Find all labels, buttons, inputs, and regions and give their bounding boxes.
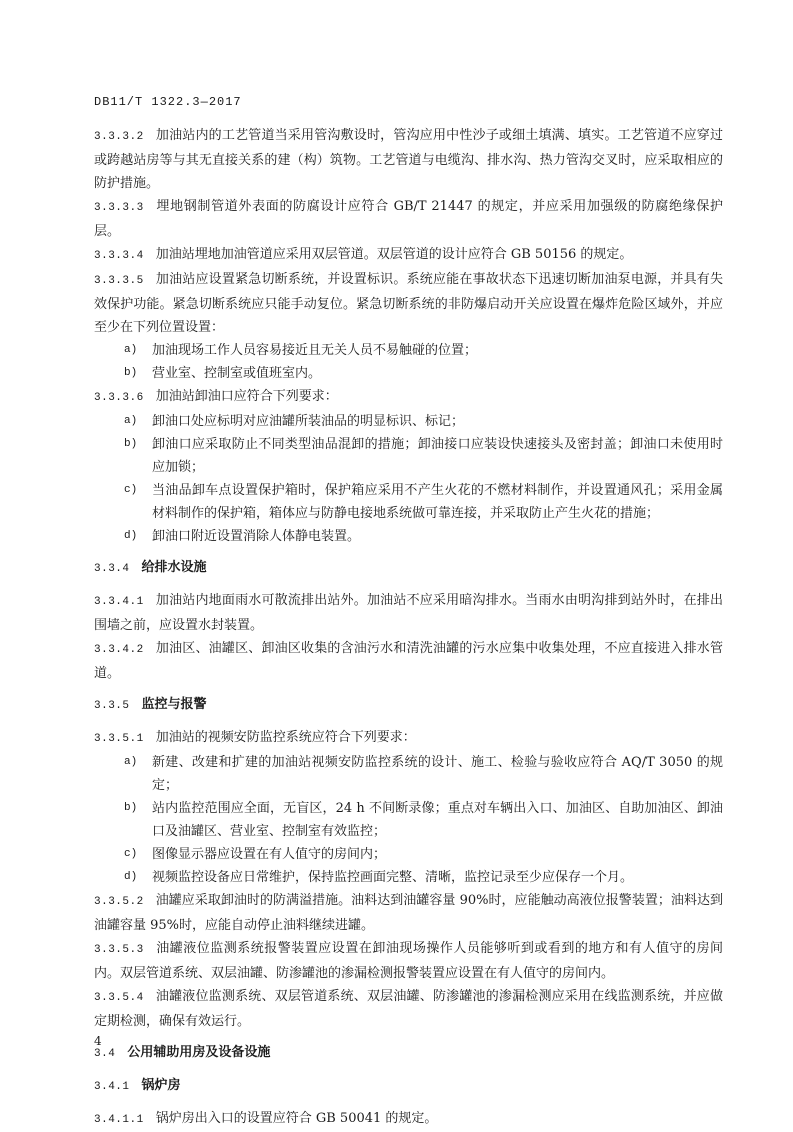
clause-number: 3.3.3.4 <box>94 250 144 262</box>
clause-text: 油罐液位监测系统、双层管道系统、双层油罐、防渗罐池的渗漏检测应采用在线监测系统，并应做定期检测，确保有效运行。 <box>94 989 723 1029</box>
clause-text: 加油区、油罐区、卸油区收集的含油污水和清洗油罐的污水应集中收集处理，不应直接进入排水管道。 <box>94 641 723 681</box>
clause-3-3-3-2 <box>94 124 723 195</box>
clause-3-3-4-1 <box>94 589 723 637</box>
clause-3-4-1-1 <box>94 1107 723 1132</box>
section-title: 给排水设施 <box>141 560 207 575</box>
clause-3-3-3-6 <box>94 385 723 410</box>
list-item <box>94 410 723 433</box>
section-number: 3.3.4 <box>94 563 130 575</box>
list-marker: d) <box>124 871 138 883</box>
clause-3-3-4-2 <box>94 637 723 685</box>
clause-text: 加油站卸油口应符合下列要求： <box>155 389 338 404</box>
list-marker: a) <box>124 415 138 427</box>
list-marker: c) <box>124 484 138 496</box>
clause-number: 3.3.3.6 <box>94 392 144 404</box>
clause-text: 加油站内地面雨水可散流排出站外。加油站不应采用暗沟排水。当雨水由明沟排到站外时，在排出围墙之前，应设置水封装置。 <box>94 593 723 633</box>
clause-text: 油罐液位监测系统报警装置应设置在卸油现场操作人员能够听到或看到的地方和有人值守的房间内。双层管道系统、双层油罐、防渗罐池的渗漏检测报警装置应设置在有人值守的房间内。 <box>94 941 723 981</box>
list-item <box>94 866 723 889</box>
clause-number: 3.3.5.4 <box>94 992 144 1004</box>
clause-number: 3.3.5.2 <box>94 896 144 908</box>
clause-number: 3.3.5.3 <box>94 944 144 956</box>
document-body <box>94 124 723 1132</box>
clause-3-3-3-4 <box>94 243 723 268</box>
clause-text: 加油站应设置紧急切断系统，并设置标识。系统应能在事故状态下迅速切断加油泵电源，并具有失效保护功能。紧急切断系统应只能手动复位。紧急切断系统的非防爆启动开关应设置在爆炸危险区域外，并应至少在下列位置设置： <box>94 272 723 335</box>
clause-number: 3.4.1.1 <box>94 1114 144 1126</box>
list-item <box>94 751 723 797</box>
list-item <box>94 843 723 866</box>
clause-3-3-5-1 <box>94 726 723 751</box>
section-number: 3.4 <box>94 1048 116 1060</box>
list-item <box>94 339 723 362</box>
clause-text: 油罐应采取卸油时的防满溢措施。油料达到油罐容量 90%时，应能触动高液位报警装置；油料达到油罐容量 95%时，应能自动停止油料继续进罐。 <box>94 893 723 933</box>
clause-number: 3.3.3.2 <box>94 131 144 143</box>
clause-text: 锅炉房出入口的设置应符合 GB 50041 的规定。 <box>155 1111 438 1126</box>
clause-3-3-3-5 <box>94 268 723 339</box>
list-text: 站内监控范围应全面，无盲区，24 h 不间断录像；重点对车辆出入口、加油区、自助加油区、卸油口及油罐区、营业室、控制室有效监控； <box>152 801 723 839</box>
list-text: 图像显示器应设置在有人值守的房间内； <box>152 847 387 862</box>
list-item <box>94 362 723 385</box>
list-text: 当油品卸车点设置保护箱时，保护箱应采用不产生火花的不燃材料制作，并设置通风孔；采用金属材料制作的保护箱，箱体应与防静电接地系统做可靠连接，并采取防止产生火花的措施； <box>152 483 723 521</box>
list-marker: b) <box>124 367 138 379</box>
list-text: 卸油口处应标明对应油罐所装油品的明显标识、标记； <box>152 414 465 429</box>
list-item <box>94 433 723 479</box>
clause-number: 3.3.4.2 <box>94 644 144 656</box>
list-marker: a) <box>124 756 138 768</box>
list-text: 加油现场工作人员容易接近且无关人员不易触碰的位置； <box>152 343 478 358</box>
list-marker: d) <box>124 530 138 542</box>
list-marker: b) <box>124 802 138 814</box>
section-title: 监控与报警 <box>141 697 207 712</box>
list-text: 视频监控设备应日常维护，保持监控画面完整、清晰，监控记录至少应保存一个月。 <box>152 870 634 885</box>
clause-text: 加油站的视频安防监控系统应符合下列要求： <box>155 730 416 745</box>
clause-text: 埋地钢制管道外表面的防腐设计应符合 GB/T 21447 的规定，并应采用加强级的防腐绝缘保护层。 <box>94 199 723 239</box>
list-marker: a) <box>124 344 138 356</box>
section-number: 3.3.5 <box>94 700 130 712</box>
section-title: 锅炉房 <box>141 1078 181 1093</box>
clause-number: 3.3.3.3 <box>94 202 144 214</box>
clause-number: 3.3.4.1 <box>94 596 144 608</box>
section-heading-3-4 <box>94 1041 723 1066</box>
list-marker: c) <box>124 848 138 860</box>
list-item <box>94 479 723 525</box>
page-number: 4 <box>94 1034 102 1048</box>
section-heading-3-4-1 <box>94 1074 723 1099</box>
section-heading-3-3-5 <box>94 693 723 718</box>
section-heading-3-3-4 <box>94 556 723 581</box>
list-text: 营业室、控制室或值班室内。 <box>152 366 322 381</box>
clause-3-3-5-2 <box>94 889 723 937</box>
section-title: 公用辅助用房及设备设施 <box>127 1045 271 1060</box>
clause-3-3-5-3 <box>94 937 723 985</box>
section-number: 3.4.1 <box>94 1081 130 1093</box>
list-marker: b) <box>124 438 138 450</box>
list-item <box>94 525 723 548</box>
clause-3-3-3-3 <box>94 195 723 243</box>
clause-text: 加油站内的工艺管道当采用管沟敷设时，管沟应用中性沙子或细土填满、填实。工艺管道不应穿过或跨越站房等与其无直接关系的建（构）筑物。工艺管道与电缆沟、排水沟、热力管沟交叉时，应采取相应的防护措施。 <box>94 128 723 191</box>
list-item <box>94 797 723 843</box>
document-header: DB11/T 1322.3—2017 <box>94 95 242 109</box>
clause-text: 加油站埋地加油管道应采用双层管道。双层管道的设计应符合 GB 50156 的规定。 <box>155 247 633 262</box>
clause-3-3-5-4 <box>94 985 723 1033</box>
clause-number: 3.3.5.1 <box>94 733 144 745</box>
list-text: 卸油口附近设置消除人体静电装置。 <box>152 529 361 544</box>
clause-number: 3.3.3.5 <box>94 275 144 287</box>
list-text: 新建、改建和扩建的加油站视频安防监控系统的设计、施工、检验与验收应符合 AQ/T 3050 的规定； <box>152 755 723 793</box>
list-text: 卸油口应采取防止不同类型油品混卸的措施；卸油接口应装设快速接头及密封盖；卸油口未使用时应加锁； <box>152 437 723 475</box>
